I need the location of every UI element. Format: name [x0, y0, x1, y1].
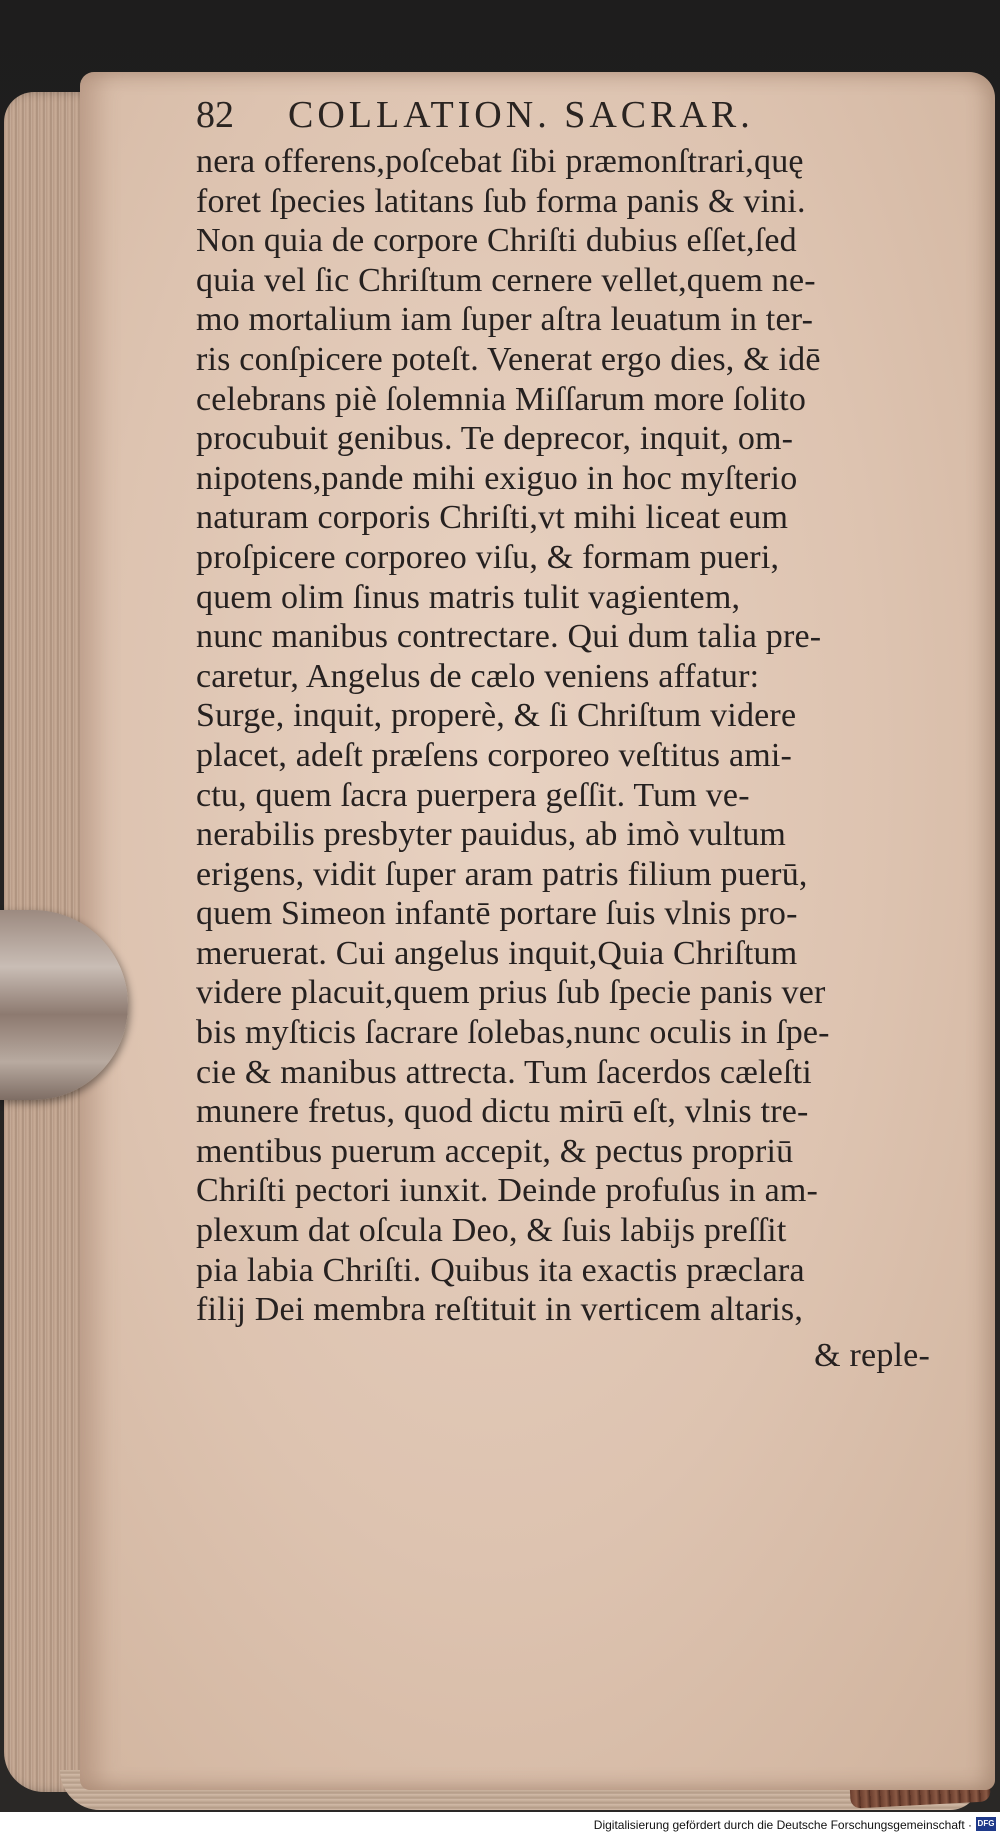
text-line: nera offerens,poſcebat ſibi præmonſtrari,quę [196, 143, 804, 180]
dfg-logo: DFG [976, 1817, 996, 1831]
text-line: proſpicere corporeo viſu, & formam pueri, [196, 538, 780, 576]
text-line: bis myſticis ſacrare ſolebas,nunc oculis in ſpe- [196, 1014, 830, 1052]
text-line: nerabilis presbyter pauidus, ab imò vultum [196, 816, 787, 854]
text-line: quem olim ſinus matris tulit vagientem, [196, 578, 741, 616]
text-line: caretur, Angelus de cælo veniens affatur: [196, 657, 760, 695]
footer-credit: Digitalisierung gefördert durch die Deutsche Forschungsgemeinschaft · [593, 1818, 972, 1832]
page-number: 82 [196, 94, 234, 136]
text-line: Chriſti pectori iunxit. Deinde profuſus in am- [196, 1172, 819, 1210]
text-line: mentibus puerum accepit, & pectus propriū [196, 1132, 794, 1170]
text-line: pia labia Chriſti. Quibus ita exactis præclara [196, 1251, 805, 1289]
page-header [196, 96, 966, 142]
text-line: mo mortalium iam ſuper aſtra leuatum in ter- [196, 301, 814, 339]
page-text [196, 96, 966, 1375]
text-line: procubuit genibus. Te deprecor, inquit, om- [196, 420, 794, 458]
text-line: naturam corporis Chriſti,vt mihi liceat eum [196, 499, 789, 537]
text-line: celebrans piè ſolemnia Miſſarum more ſolito [196, 380, 807, 418]
running-head: COLLATION. SACRAR. [288, 94, 754, 136]
text-line: nipotens,pande mihi exiguo in hoc myſterio [196, 459, 798, 497]
text-line: ctu, quem ſacra puerpera geſſit. Tum ve- [196, 776, 750, 814]
text-line: filij Dei membra reſtituit in verticem altaris, [196, 1291, 804, 1329]
text-line: munere fretus, quod dictu mirū eſt, vlnis tre- [196, 1093, 809, 1131]
text-line: Surge, inquit, properè, & ſi Chriſtum videre [196, 697, 797, 735]
body-text [196, 142, 966, 1330]
catchword: & reple- [814, 1336, 930, 1374]
text-line: nunc manibus contrectare. Qui dum talia pre- [196, 618, 822, 656]
text-line: meruerat. Cui angelus inquit,Quia Chriſtum [196, 934, 798, 972]
text-line: videre placuit,quem prius ſub ſpecie panis ver [196, 974, 826, 1012]
text-line: quia vel ſic Chriſtum cernere vellet,quem ne- [196, 261, 816, 299]
text-line: cie & manibus attrecta. Tum ſacerdos cæleſti [196, 1053, 812, 1091]
text-line: quem Simeon infantē portare ſuis vlnis pro- [196, 895, 798, 933]
text-line: Non quia de corpore Chriſti dubius eſſet,ſed [196, 222, 797, 260]
text-line: plexum dat oſcula Deo, & ſuis labijs preſſit [196, 1212, 787, 1250]
text-line: placet, adeſt præſens corporeo veſtitus ami- [196, 736, 793, 774]
text-line: erigens, vidit ſuper aram patris filium puerū, [196, 855, 808, 893]
text-line: ris conſpicere poteſt. Venerat ergo dies, & idē [196, 340, 821, 378]
text-line: foret ſpecies latitans ſub forma panis & vini. [196, 182, 806, 220]
